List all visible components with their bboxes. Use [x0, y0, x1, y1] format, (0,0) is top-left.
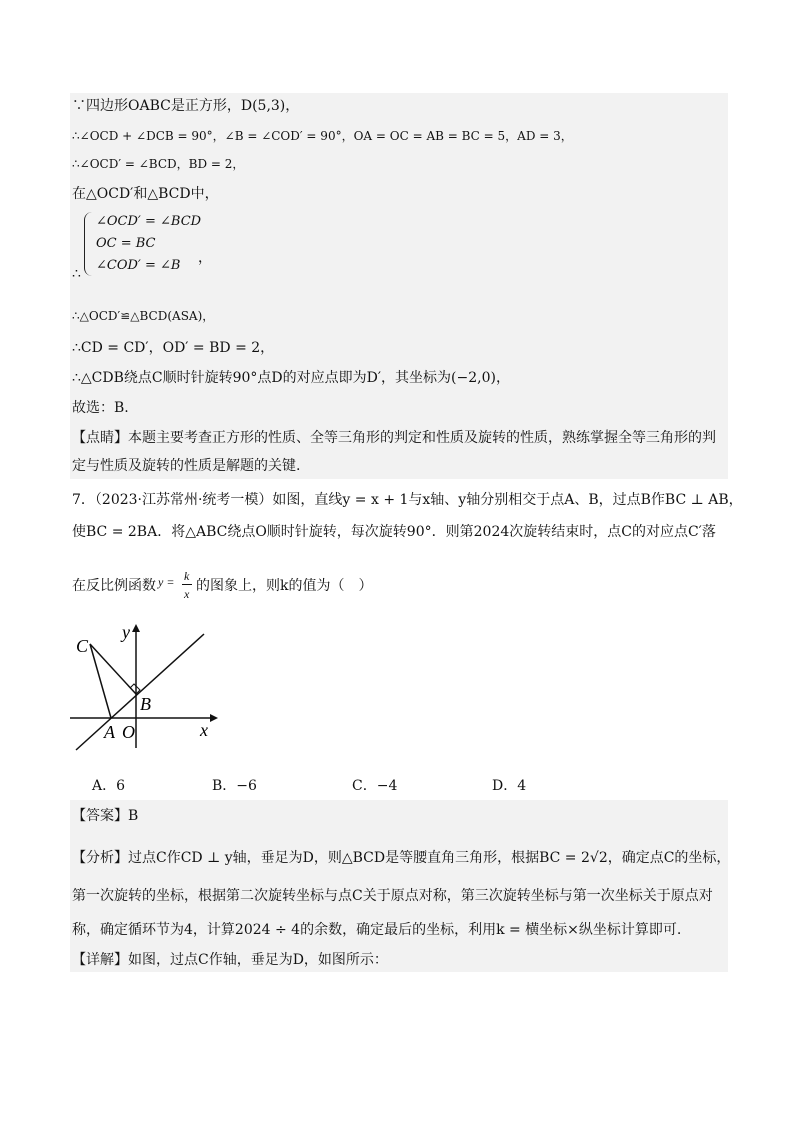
- system-tail: ，: [198, 250, 212, 266]
- analysis-line-1: 【分析】过点C作CD ⊥ y轴，垂足为D，则△BCD是等腰直角三角形，根据BC = 2√2，确定点C的坐标，: [72, 850, 731, 866]
- comment-line-1: 【点睛】本题主要考查正方形的性质、全等三角形的判定和性质及旋转的性质，熟练掌握全等三角形的判: [72, 430, 716, 446]
- x-axis-arrow: [210, 714, 218, 722]
- solution-line-8: 故选：B.: [72, 400, 129, 416]
- solution-line-6: ∴CD = CD′，OD′ = BD = 2，: [72, 340, 275, 356]
- option-b: B．−6: [212, 778, 257, 794]
- solution-line-2: ∴∠OCD + ∠DCB = 90°，∠B = ∠COD′ = 90°，OA = OC = AB = BC = 5，AD = 3，: [72, 129, 573, 143]
- solution-line-1: ∵四边形OABC是正方形，D(5,3)，: [72, 98, 300, 114]
- analysis-line-2: 第一次旋转的坐标，根据第二次旋转坐标与点C关于原点对称，第三次旋转坐标与第一次坐标关于原点对: [72, 888, 713, 904]
- detail-line: 【详解】如图，过点C作轴，垂足为D，如图所示：: [72, 952, 388, 968]
- system-eq-3: ∠COD′ = ∠B: [96, 258, 181, 273]
- system-eq-1: ∠OCD′ = ∠BCD: [96, 214, 202, 229]
- question-line-2: 使BC = 2BA．将△ABC绕点O顺时针旋转，每次旋转90°．则第2024次旋转结束时，点C的对应点C′落: [72, 524, 716, 540]
- option-d: D．4: [492, 778, 527, 794]
- label-y: y: [122, 622, 130, 642]
- equation-brace: [84, 212, 95, 276]
- label-O: O: [122, 722, 135, 742]
- question-line-1: 7．（2023·江苏常州·统考一模）如图，直线y = x + 1与x轴、y轴分别相交于点A、B，过点B作BC ⊥ AB，: [72, 492, 743, 508]
- option-a: A．6: [92, 778, 126, 794]
- y-axis-arrow: [132, 624, 140, 632]
- label-x: x: [200, 720, 208, 740]
- label-C: C: [76, 636, 89, 656]
- fraction-denominator: x: [184, 587, 190, 601]
- question-line-3b: 的图象上，则k的值为（ ）: [196, 578, 373, 594]
- answer-line: 【答案】B: [72, 808, 139, 824]
- system-eq-2: OC = BC: [96, 236, 156, 251]
- analysis-line-3: 称，确定循环节为4，计算2024 ÷ 4的余数，确定最后的坐标，利用k = 横坐标×纵坐标计算即可.: [72, 922, 682, 938]
- solution-line-7: ∴△CDB绕点C顺时针旋转90°点D的对应点即为D′，其坐标为(−2,0)，: [72, 370, 510, 386]
- geometry-figure: [66, 622, 226, 752]
- comment-line-2: 定与性质及旋转的性质是解题的关键.: [72, 458, 301, 474]
- solution-line-3: ∴∠OCD′ = ∠BCD，BD = 2，: [72, 157, 245, 171]
- solution-block: [70, 93, 728, 479]
- line-y-eq-x-plus-1: [76, 634, 204, 750]
- solution-line-5: ∴△OCD′≌△BCD(ASA)，: [72, 309, 215, 323]
- label-B: B: [140, 694, 151, 714]
- fraction-numerator: k: [184, 569, 190, 583]
- solution-line-4: 在△OCD′和△BCD中，: [72, 186, 219, 202]
- fraction-lhs: y =: [158, 575, 175, 589]
- option-c: C．−4: [352, 778, 398, 794]
- system-lead: ∴: [72, 266, 81, 282]
- label-A: A: [104, 722, 115, 742]
- question-line-3a: 在反比例函数: [72, 578, 156, 594]
